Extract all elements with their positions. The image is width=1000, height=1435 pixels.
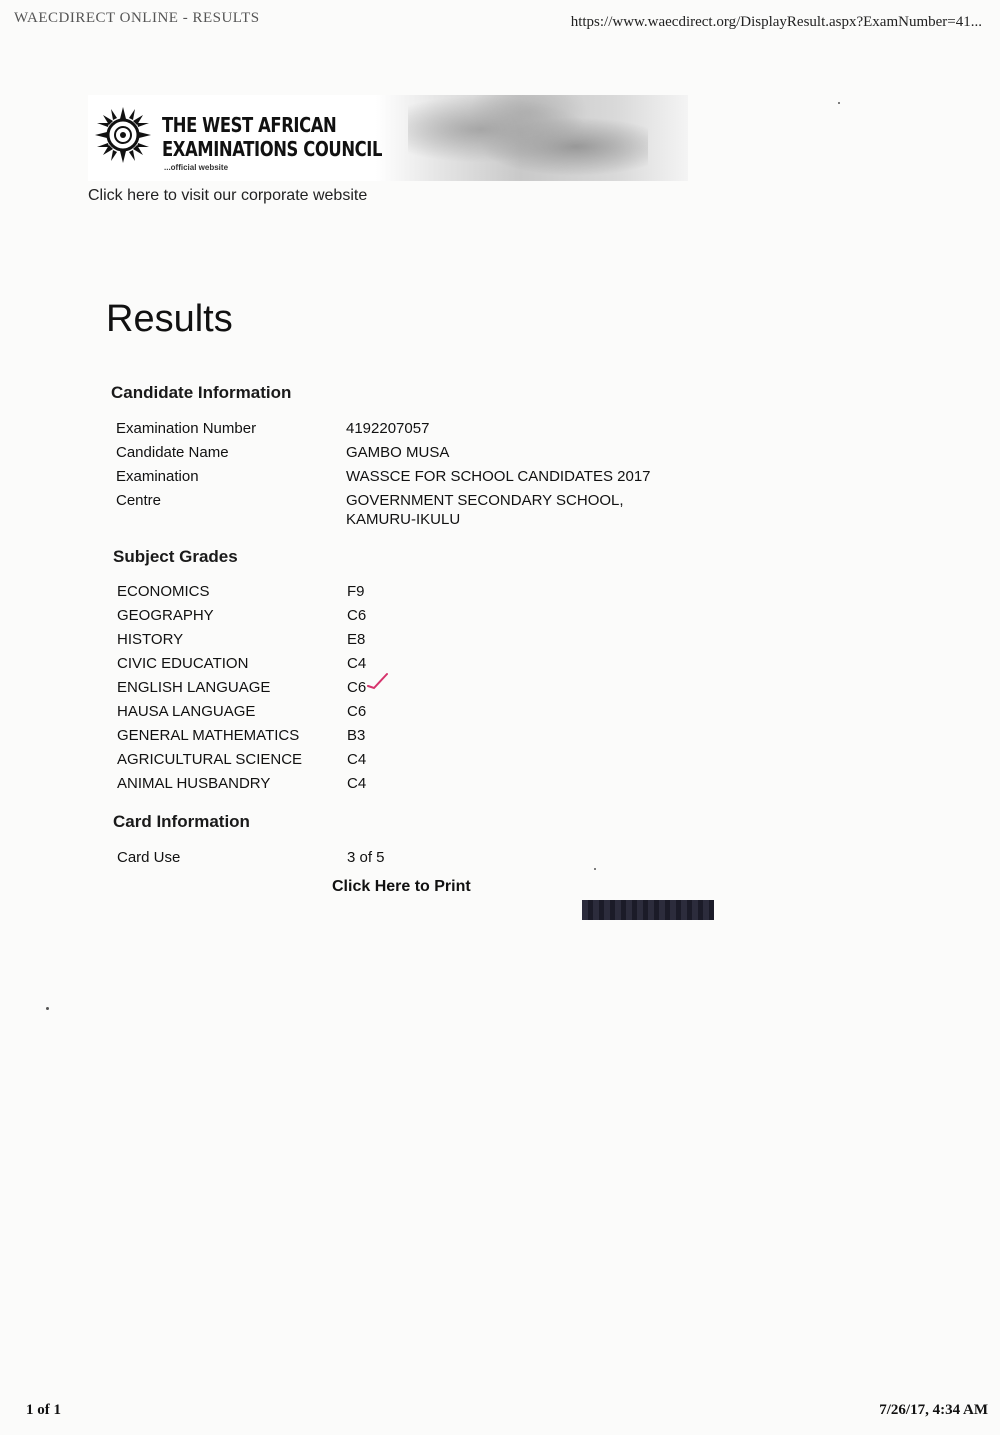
centre-value-line2: KAMURU-IKULU <box>346 511 461 528</box>
logo-title-line2: EXAMINATIONS COUNCIL <box>162 137 382 161</box>
subject-grade: C6 <box>347 679 367 696</box>
exam-number-label: Examination Number <box>116 420 257 437</box>
subject-name: ANIMAL HUSBANDRY <box>117 775 271 792</box>
page-title: Results <box>106 298 233 340</box>
subject-name: AGRICULTURAL SCIENCE <box>117 751 303 768</box>
card-info-heading: Card Information <box>113 812 250 831</box>
print-page-count: 1 of 1 <box>26 1402 61 1418</box>
print-page-title: WAECDIRECT ONLINE - RESULTS <box>14 10 260 26</box>
subject-grade: C6 <box>347 703 367 720</box>
candidate-info-heading: Candidate Information <box>111 383 292 402</box>
scan-speck <box>46 1007 49 1010</box>
print-datetime: 7/26/17, 4:34 AM <box>879 1402 988 1418</box>
subject-grade: C4 <box>347 751 367 768</box>
centre-label: Centre <box>116 492 162 509</box>
subject-name: CIVIC EDUCATION <box>117 655 249 672</box>
banner-collage-image <box>408 95 648 181</box>
waec-banner[interactable] <box>88 95 688 181</box>
subject-name: ECONOMICS <box>117 583 210 600</box>
print-page-url: https://www.waecdirect.org/DisplayResult.aspx?ExamNumber=41... <box>570 14 982 30</box>
subject-grade: C4 <box>347 655 367 672</box>
print-button[interactable]: Click Here to Print <box>332 878 471 895</box>
waec-emblem-icon <box>93 105 153 165</box>
corporate-website-link[interactable]: Click here to visit our corporate website <box>88 187 368 204</box>
scan-speck <box>594 868 596 870</box>
subject-grades-heading: Subject Grades <box>113 547 238 566</box>
scan-speck <box>838 102 840 104</box>
handwritten-tick-mark <box>366 670 390 692</box>
subject-name: GEOGRAPHY <box>117 607 214 624</box>
candidate-name-label: Candidate Name <box>116 444 229 461</box>
subject-grade: E8 <box>347 631 366 648</box>
examination-label: Examination <box>116 468 199 485</box>
card-use-label: Card Use <box>117 849 181 866</box>
logo-title-line1: THE WEST AFRICAN <box>162 113 337 137</box>
subject-grade: F9 <box>347 583 365 600</box>
subject-grade: C4 <box>347 775 367 792</box>
subject-name: GENERAL MATHEMATICS <box>117 727 300 744</box>
candidate-name-value: GAMBO MUSA <box>346 444 450 461</box>
centre-value-line1: GOVERNMENT SECONDARY SCHOOL, <box>346 492 624 509</box>
subject-name: ENGLISH LANGUAGE <box>117 679 271 696</box>
subject-grade: C6 <box>347 607 367 624</box>
exam-number-value: 4192207057 <box>346 420 430 437</box>
subject-grade: B3 <box>347 727 366 744</box>
subject-name: HAUSA LANGUAGE <box>117 703 256 720</box>
logo-subtitle: ...official website <box>164 163 229 172</box>
subject-name: HISTORY <box>117 631 184 648</box>
redacted-button[interactable] <box>582 900 714 920</box>
examination-value: WASSCE FOR SCHOOL CANDIDATES 2017 <box>346 468 651 485</box>
card-use-value: 3 of 5 <box>347 849 385 866</box>
